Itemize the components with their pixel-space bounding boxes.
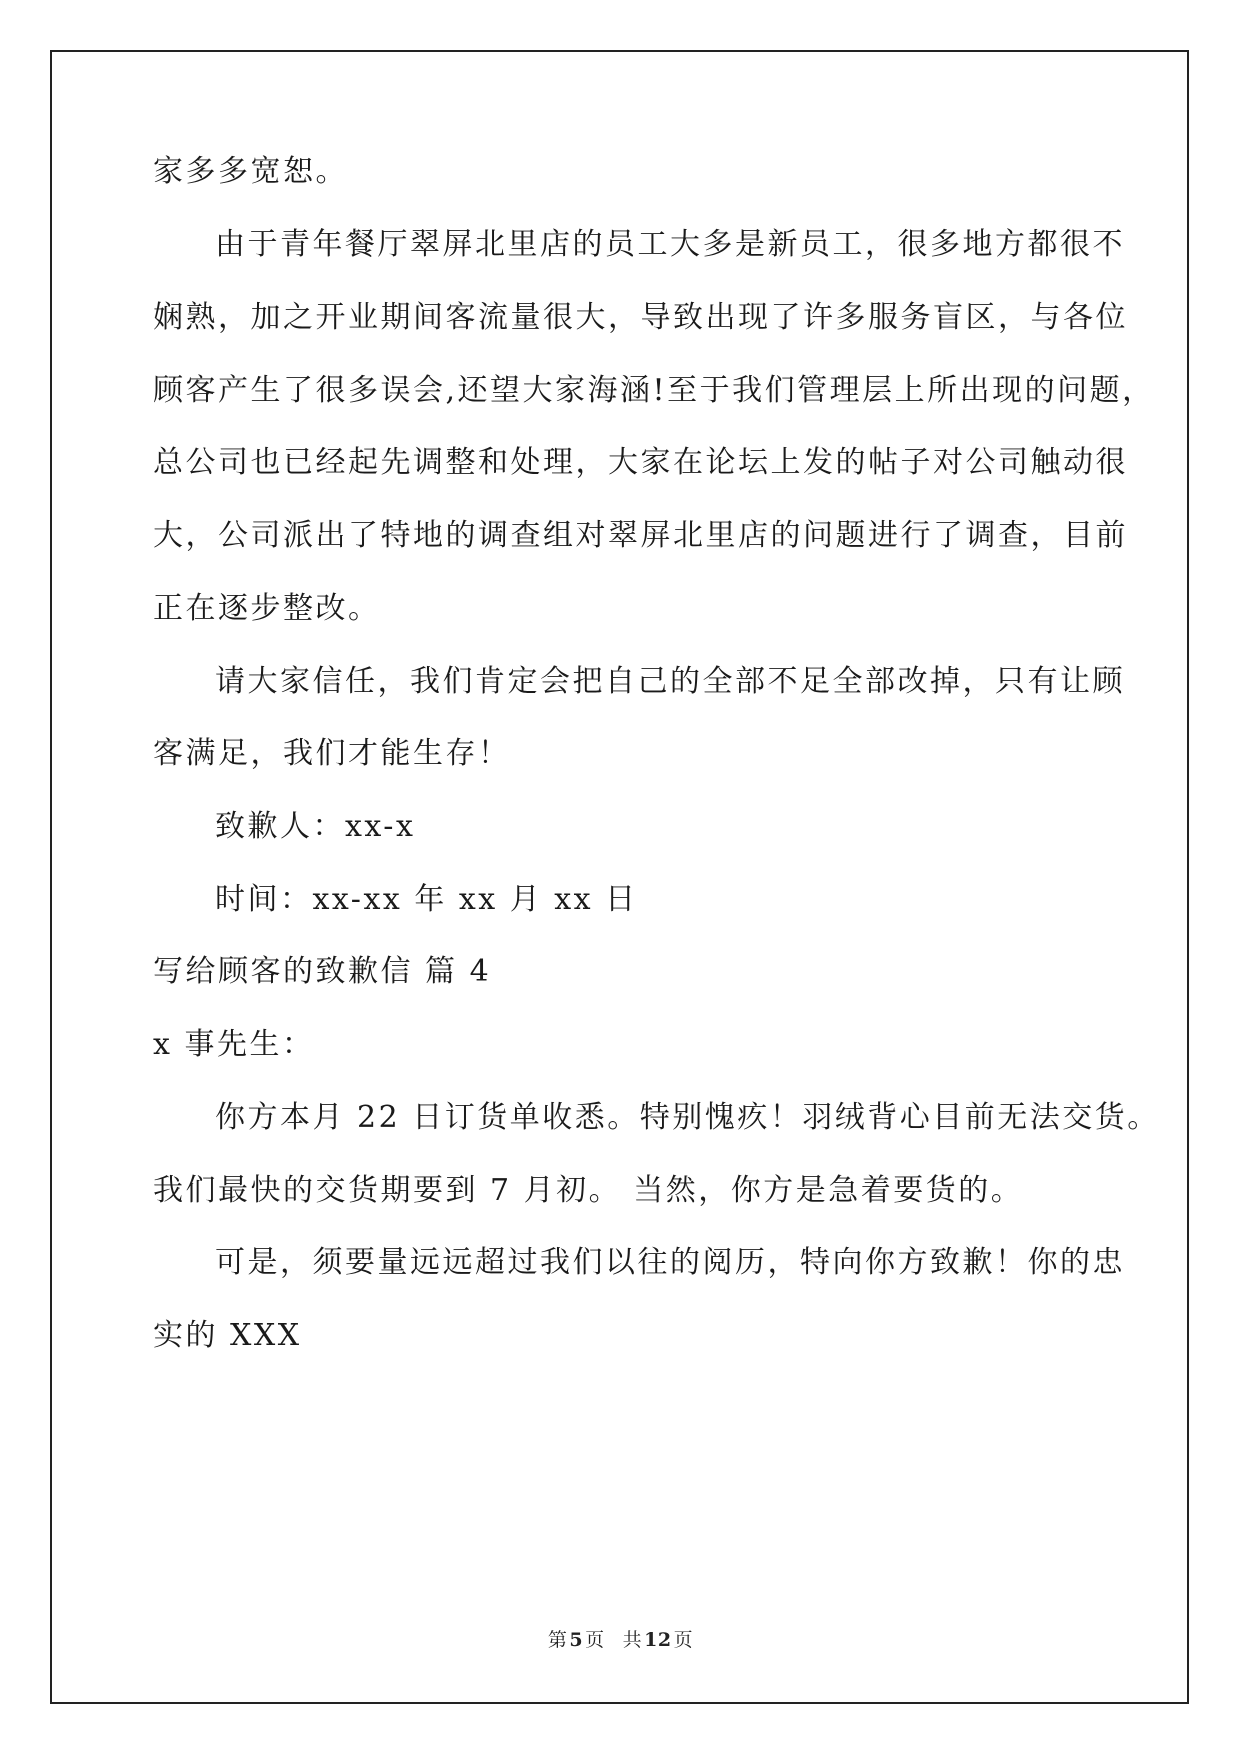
paragraph-line: 顾客产生了很多误会,还望大家海涵!至于我们管理层上所出现的问题， (153, 373, 1155, 408)
page-unit: 页 (585, 1629, 605, 1651)
paragraph-line: 正在逐步整改。 (153, 591, 381, 626)
paragraph-line: 娴熟，加之开业期间客流量很大，导致出现了许多服务盲区，与各位 (153, 300, 1128, 335)
paragraph-line: 我们最快的交货期要到 7 月初。 当然，你方是急着要货的。 (153, 1173, 1024, 1208)
section-heading: 写给顾客的致歉信 篇 4 (153, 954, 492, 989)
paragraph-line: 你方本月 22 日订货单收悉。特别愧疚！羽绒背心目前无法交货。 (215, 1100, 1160, 1135)
date-line: 时间：xx-xx 年 xx 月 xx 日 (215, 882, 638, 917)
paragraph-line: 实的 XXX (153, 1318, 302, 1353)
paragraph-line: 总公司也已经起先调整和处理，大家在论坛上发的帖子对公司触动很 (153, 445, 1128, 480)
paragraph-line: 由于青年餐厅翠屏北里店的员工大多是新员工，很多地方都很不 (215, 227, 1125, 262)
total-unit: 页 (673, 1629, 694, 1651)
salutation-line: x 事先生： (153, 1027, 315, 1062)
page-total: 12 (644, 1629, 672, 1651)
page-footer (0, 1627, 1241, 1653)
page-prefix: 第 (547, 1629, 568, 1651)
total-prefix: 共 (622, 1629, 643, 1651)
paragraph-line: 请大家信任，我们肯定会把自己的全部不足全部改掉，只有让顾 (215, 664, 1125, 699)
signature-line: 致歉人：xx-x (215, 809, 416, 844)
paragraph-line: 大，公司派出了特地的调查组对翠屏北里店的问题进行了调查，目前 (153, 518, 1128, 553)
paragraph-line: 家多多宽恕。 (153, 154, 348, 189)
page-current: 5 (569, 1629, 584, 1651)
paragraph-line: 客满足，我们才能生存！ (153, 736, 511, 771)
paragraph-line: 可是，须要量远远超过我们以往的阅历，特向你方致歉！你的忠 (215, 1245, 1125, 1280)
